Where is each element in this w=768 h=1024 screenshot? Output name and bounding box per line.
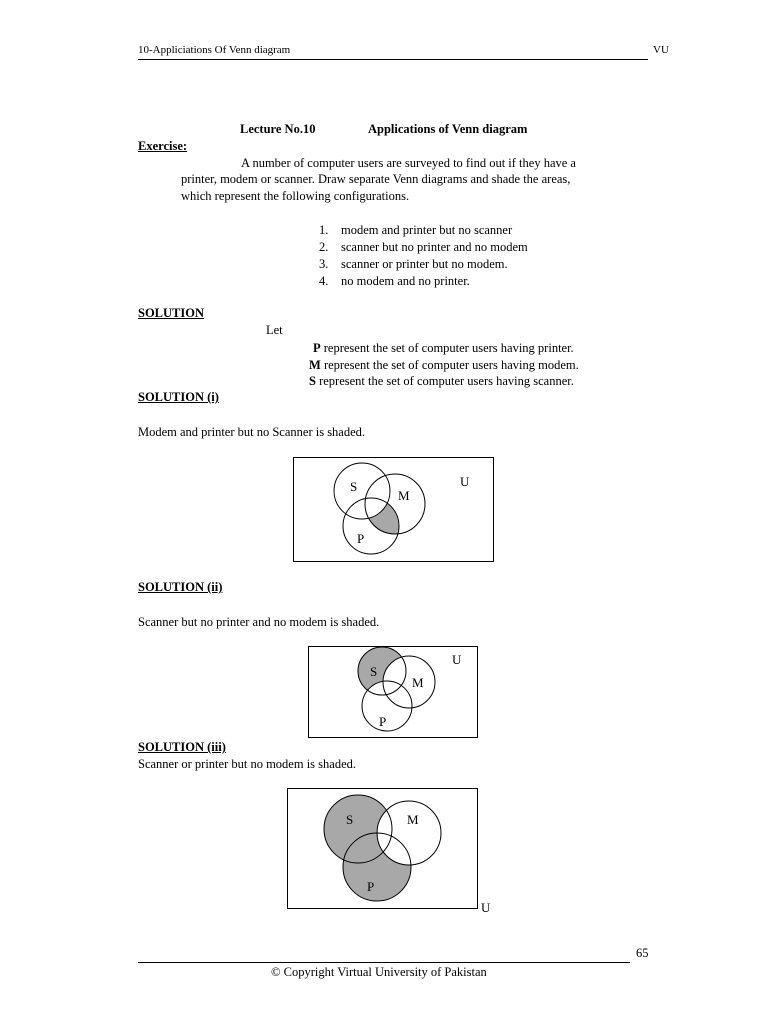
list-item-text: scanner but no printer and no modem xyxy=(341,240,528,254)
list-item-text: scanner or printer but no modem. xyxy=(341,257,508,271)
list-item-num: 4. xyxy=(319,274,329,288)
header-title: 10-Appliciations Of Venn diagram xyxy=(138,44,291,56)
definition-symbol: S xyxy=(309,374,316,388)
solution-i-caption: Modem and printer but no Scanner is shaded. xyxy=(138,425,366,439)
lecture-topic: Applications of Venn diagram xyxy=(368,122,528,136)
label-p: P xyxy=(357,531,365,546)
definition-symbol: P xyxy=(313,341,321,355)
label-u: U xyxy=(452,652,462,667)
footer-rule xyxy=(138,962,630,963)
header-vu: VU xyxy=(653,44,669,56)
definition-printer xyxy=(313,341,574,356)
solution-ii-caption: Scanner but no printer and no modem is shaded. xyxy=(138,615,380,629)
list-item-text: modem and printer but no scanner xyxy=(341,223,513,237)
definition-text: represent the set of computer users having modem. xyxy=(320,358,579,372)
venn-diagram-iii xyxy=(287,788,497,918)
page-number: 65 xyxy=(636,946,649,960)
label-m: M xyxy=(407,812,419,827)
header-rule xyxy=(138,59,648,60)
definition-text: represent the set of computer users having printer. xyxy=(320,341,574,355)
list-item-num: 1. xyxy=(319,223,329,237)
label-p: P xyxy=(367,879,375,894)
list-item-num: 3. xyxy=(319,257,329,271)
venn-diagram-i xyxy=(293,457,495,563)
definition-modem xyxy=(309,358,579,373)
exercise-line: printer, modem or scanner. Draw separate Venn diagrams and shade the areas, xyxy=(181,172,571,186)
label-u: U xyxy=(460,474,470,489)
list-item-text: no modem and no printer. xyxy=(341,274,470,288)
label-p: P xyxy=(379,714,387,729)
solution-iii-caption: Scanner or printer but no modem is shaded. xyxy=(138,757,357,771)
label-u: U xyxy=(481,900,491,915)
venn-diagram-ii xyxy=(308,646,479,739)
definition-text: represent the set of computer users having scanner. xyxy=(315,374,574,388)
definition-scanner xyxy=(309,374,574,389)
list-item-num: 2. xyxy=(319,240,329,254)
definition-symbol: M xyxy=(309,358,321,372)
exercise-line: A number of computer users are surveyed to find out if they have a xyxy=(241,156,576,170)
solution-iii-heading: SOLUTION (iii) xyxy=(138,740,226,754)
label-m: M xyxy=(412,675,424,690)
solution-ii-heading: SOLUTION (ii) xyxy=(138,580,223,594)
exercise-heading: Exercise: xyxy=(138,139,188,153)
label-s: S xyxy=(346,812,354,827)
solution-heading: SOLUTION xyxy=(138,306,204,320)
footer-copyright: © Copyright Virtual University of Pakistan xyxy=(271,965,487,979)
label-s: S xyxy=(350,479,358,494)
label-m: M xyxy=(398,488,410,503)
label-s: S xyxy=(370,664,378,679)
exercise-line: which represent the following configurations. xyxy=(181,189,410,203)
solution-i-heading: SOLUTION (i) xyxy=(138,390,219,404)
solution-let: Let xyxy=(266,323,283,337)
lecture-number: Lecture No.10 xyxy=(240,122,316,136)
